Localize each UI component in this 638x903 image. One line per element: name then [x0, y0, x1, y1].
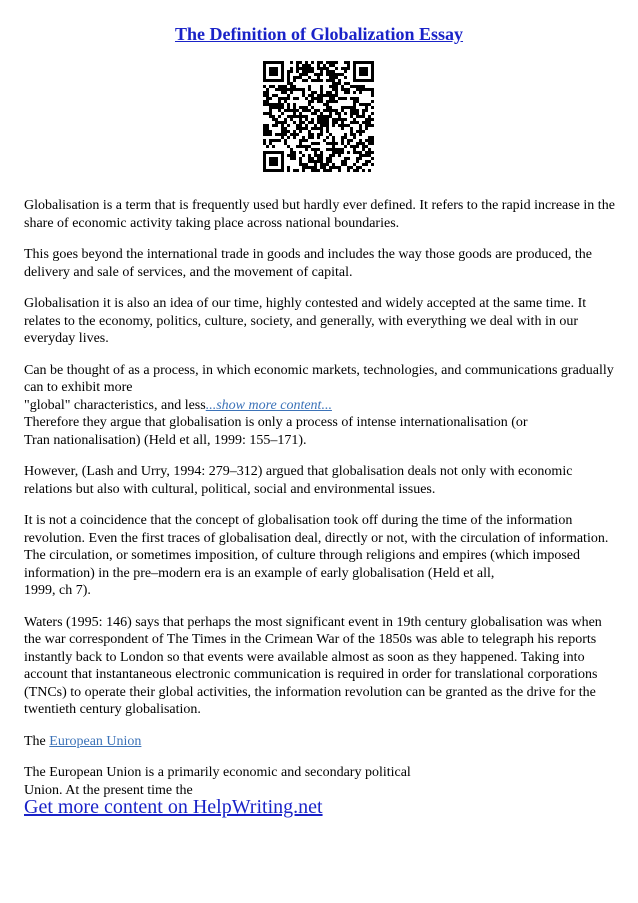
title-container	[0, 22, 638, 46]
show-more-link[interactable]: ...show more content...	[205, 397, 332, 413]
paragraph-7: Waters (1995: 146) says that perhaps the most significant event in 19th century globalisation was when the war correspondent of The Times in the Crimean War of the 1850s was able to telegraph his reports instantly back to London so that events were available almost as soon as they happened. Taking into account that instantaneous electronic communication is required in order for translational corporations (TNCs) to operate their global activities, the information revolution can be granted as the drive for the twentieth century globalisation.	[24, 614, 602, 717]
essay-body	[24, 197, 616, 813]
paragraph-6	[24, 512, 616, 600]
document-title-link[interactable]: The Definition of Globalization Essay	[174, 24, 464, 44]
paragraph-6-tail: 1999, ch 7).	[24, 583, 91, 598]
european-union-link[interactable]: European Union	[49, 733, 142, 749]
paragraph-4	[24, 362, 616, 450]
paragraph-9-line-2: Union. At the present time the	[24, 782, 193, 798]
paragraph-8-prefix: The	[24, 733, 46, 749]
paragraph-9-line-1: The European Union is a primarily economic and secondary political	[24, 765, 411, 780]
paragraph-3: Globalisation it is also an idea of our time, highly contested and widely accepted at the same time. It relates to the economy, politics, culture, society, and generally, with everything we deal with in our everyday lives.	[24, 296, 587, 346]
paragraph-6-main: It is not a coincidence that the concept of globalisation took off during the time of the information revolution. Even the first traces of globalisation deal, directly or not, with the circulation of information. The circulation, or sometimes imposition, of culture through religions and empires (which imposed information) in the pre–modern era is an example of early globalisation (Held et all,	[24, 513, 609, 581]
cta-container	[24, 794, 323, 820]
paragraph-8	[24, 733, 616, 751]
get-more-content-link[interactable]: Get more content on HelpWriting.net	[24, 796, 323, 818]
paragraph-4-line-4: Tran nationalisation) (Held et all, 1999: 155–171).	[24, 432, 307, 448]
paragraph-4-line-2: "global" characteristics, and less	[24, 397, 206, 413]
paragraph-4-line-1: Can be thought of as a process, in which economic markets, technologies, and communications gradually can to exhibit more	[24, 362, 614, 395]
qr-code	[263, 61, 374, 172]
paragraph-5: However, (Lash and Urry, 1994: 279–312) argued that globalisation deals not only with economic relations but also with cultural, political, social and environmental issues.	[24, 464, 573, 497]
paragraph-2: This goes beyond the international trade in goods and includes the way those goods are produced, the delivery and sale of services, and the movement of capital.	[24, 247, 593, 280]
paragraph-1: Globalisation is a term that is frequently used but hardly ever defined. It refers to the rapid increase in the share of economic activity taking place across national boundaries.	[24, 198, 615, 231]
paragraph-4-line-3: Therefore they argue that globalisation is only a process of intense internationalisation (or	[24, 415, 528, 430]
